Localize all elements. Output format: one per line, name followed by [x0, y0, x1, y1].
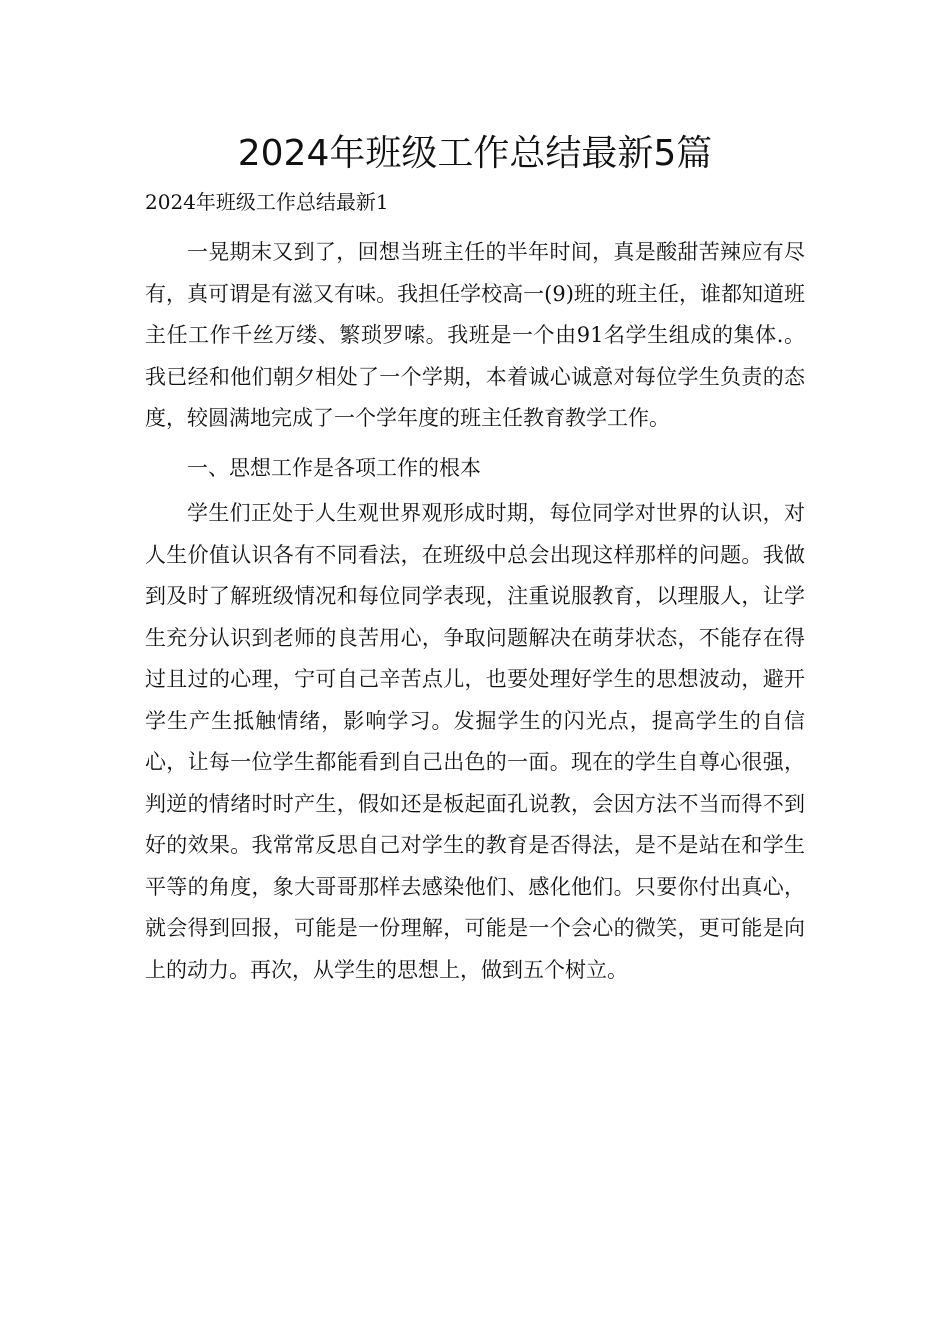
section-heading: 一、思想工作是各项工作的根本	[187, 455, 481, 480]
paragraph-thought-work: 学生们正处于人生观世界观形成时期，每位同学对世界的认识，对人生价值认识各有不同看法，在班级中总会出现这样那样的问题。我做到及时了解班级情况和每位同学表现，注重说服教育，以理服人，让学生充分认识到老师的良苦用心，争取问题解决在萌芽状态，不能存在得过且过的心理，宁可自己辛苦点儿，也要处理好学生的思想波动，避开学生产生抵触情绪，影响学习。发掘学生的闪光点，提高学生的自信心，让每一位学生都能看到自己出色的一面。现在的学生自尊心很强，判逆的情绪时时产生，假如还是板起面孔说教，会因方法不当而得不到好的效果。我常常反思自己对学生的教育是否得法，是不是站在和学生平等的角度，象大哥哥那样去感染他们、感化他们。只要你付出真心，就会得到回报，可能是一份理解，可能是一个会心的微笑，更可能是向上的动力。再次，从学生的思想上，做到五个树立。	[145, 501, 805, 982]
section-subtitle: 2024年班级工作总结最新1	[145, 190, 389, 214]
document-title: 2024年班级工作总结最新5篇	[237, 133, 713, 174]
paragraph-intro: 一晃期末又到了，回想当班主任的半年时间，真是酸甜苦辣应有尽有，真可谓是有滋又有味。我担任学校高一(9)班的班主任，谁都知道班主任工作千丝万缕、繁琐罗嗦。我班是一个由91名学生组成的集体.。我已经和他们朝夕相处了一个学期，本着诚心诚意对每位学生负责的态度，较圆满地完成了一个学年度的班主任教育教学工作。	[145, 240, 805, 430]
document-body	[145, 232, 805, 993]
